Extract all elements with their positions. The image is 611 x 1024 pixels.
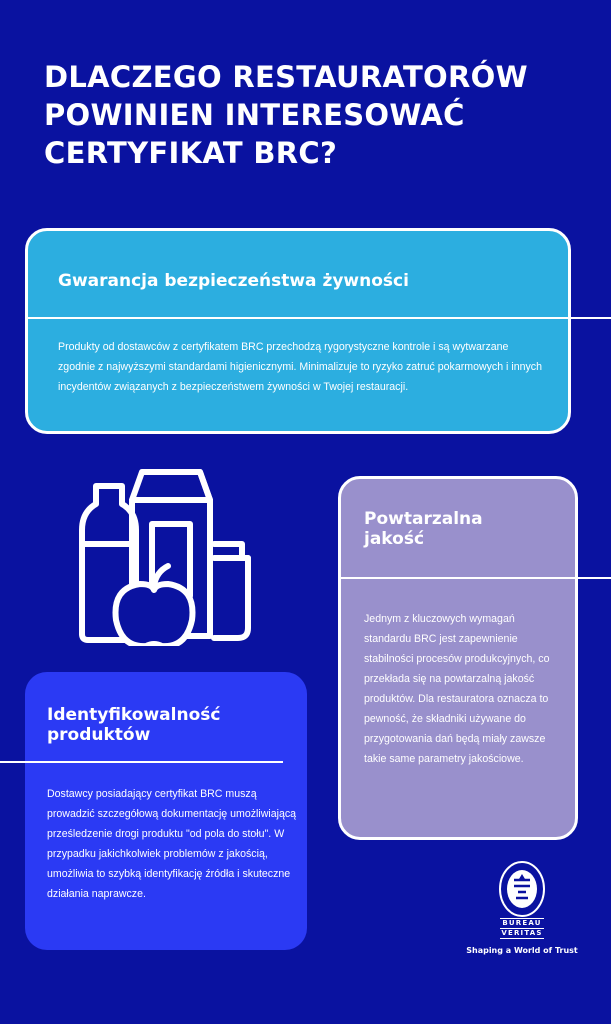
traceability-body: Dostawcy posiadający certyfikat BRC muszą prowadzić szczegółową dokumentację umożliwiającą prześledzenie drogi produktu "od pola do stołu". W przypadku jakichkolwiek problemów z jakością, umożliwia to szybką identyfikację źródła i skuteczne działania naprawcze. [47,788,297,900]
quality-divider [341,577,611,579]
page-title: DLACZEGO RESTAURATORÓW POWINIEN INTERESOWAĆ CERTYFIKAT BRC? [44,60,528,170]
food-safety-divider [28,317,611,319]
traceability-divider [0,761,283,763]
bureau-veritas-seal-icon [498,860,546,918]
food-safety-card [25,228,571,434]
grocery-products-icon [74,466,264,646]
quality-card [338,476,578,840]
quality-heading: Powtarzalna jakość [364,509,483,549]
bureau-veritas-logo [462,860,582,960]
quality-body: Jednym z kluczowych wymagań standardu BRC jest zapewnienie stabilności procesów produkcyjnych, co przekłada się na powtarzalną jakość produktów. Dla restauratora oznacza to pewność, że składniki używane do przygotowania dań będą miały zawsze takie same parametry jakościowe. [364,613,550,765]
logo-tagline: Shaping a World of Trust [466,946,578,955]
wordmark-line-2: VERITAS [501,929,543,937]
traceability-heading: Identyfikowalność produktów [47,705,221,745]
traceability-card [25,672,307,950]
food-safety-body: Produkty od dostawców z certyfikatem BRC przechodzą rygorystyczne kontrole i są wytwarzane zgodnie z najwyższymi standardami higienicznymi. Minimalizuje to ryzyko zatruć pokarmowych i innych incydentów związanych z bezpieczeństwem żywności w Twojej restauracji. [58,341,542,393]
food-safety-heading: Gwarancja bezpieczeństwa żywności [58,271,409,291]
bureau-veritas-wordmark [500,918,544,939]
wordmark-line-1: BUREAU [500,918,544,928]
